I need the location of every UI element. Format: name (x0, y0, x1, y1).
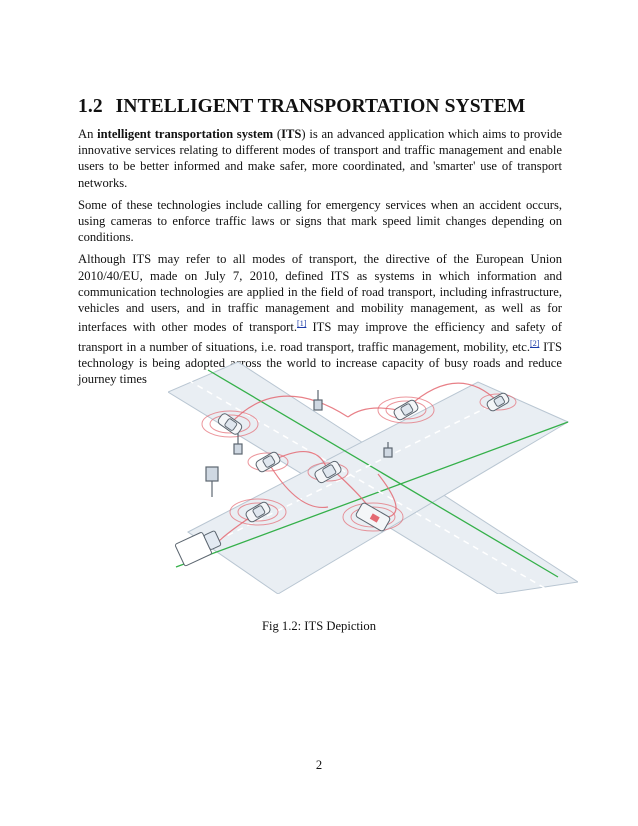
figure-caption: Fig 1.2: ITS Depiction (261, 619, 377, 633)
paragraph-2: Some of these technologies include calling for emergency services when an accident occurs, using cameras to enforce traffic laws or signs that mark speed limit changes depending on conditions. (78, 197, 562, 245)
reference-link-2[interactable]: [2] (530, 338, 540, 348)
its-illustration (168, 362, 578, 594)
section-number: 1.2 (78, 96, 103, 117)
p1-acronym: ITS (281, 127, 302, 141)
p3-part1: Although ITS may refer to all modes of transport, the directive of the European Union 2010/40/EU, made on July 7, 2010, defined ITS as systems in which information and communication technologies are applied in the field of road transport, including infrastructure, vehicles and users, and in traffic management and mobility management, as well as for interfaces with other modes of transport. (78, 252, 562, 335)
rsu-box-3 (384, 448, 392, 457)
rsu-box-2 (314, 400, 322, 410)
its-depiction-figure (168, 362, 578, 594)
page-number: 2 (315, 758, 323, 772)
p3-part2: ITS may improve the efficiency and safety of transport in a number of situations, i.e. road transport, traffic management, mobility, etc. (78, 320, 562, 354)
body-text (78, 126, 562, 393)
rsu-box-4 (206, 467, 218, 481)
p1-mid: ( (273, 127, 282, 141)
rsu-box-1 (234, 444, 242, 454)
section-heading (78, 96, 568, 118)
p1-term: intelligent transportation system (97, 127, 274, 141)
p1-lead: An (78, 127, 98, 141)
section-title: INTELLIGENT TRANSPORTATION SYSTEM (115, 96, 526, 117)
p1-rest: ) is an advanced application which aims to provide innovative services relating to different modes of transport and traffic management and enable users to be better informed and make safer, more coordinated, and 'smarter' use of transport networks. (78, 127, 562, 190)
paragraph-1 (78, 126, 562, 191)
reference-link-1[interactable]: [1] (297, 319, 307, 329)
p3-part3: ITS technology is being adopted across the world to increase capacity of busy roads and reduce journey times (78, 339, 562, 387)
